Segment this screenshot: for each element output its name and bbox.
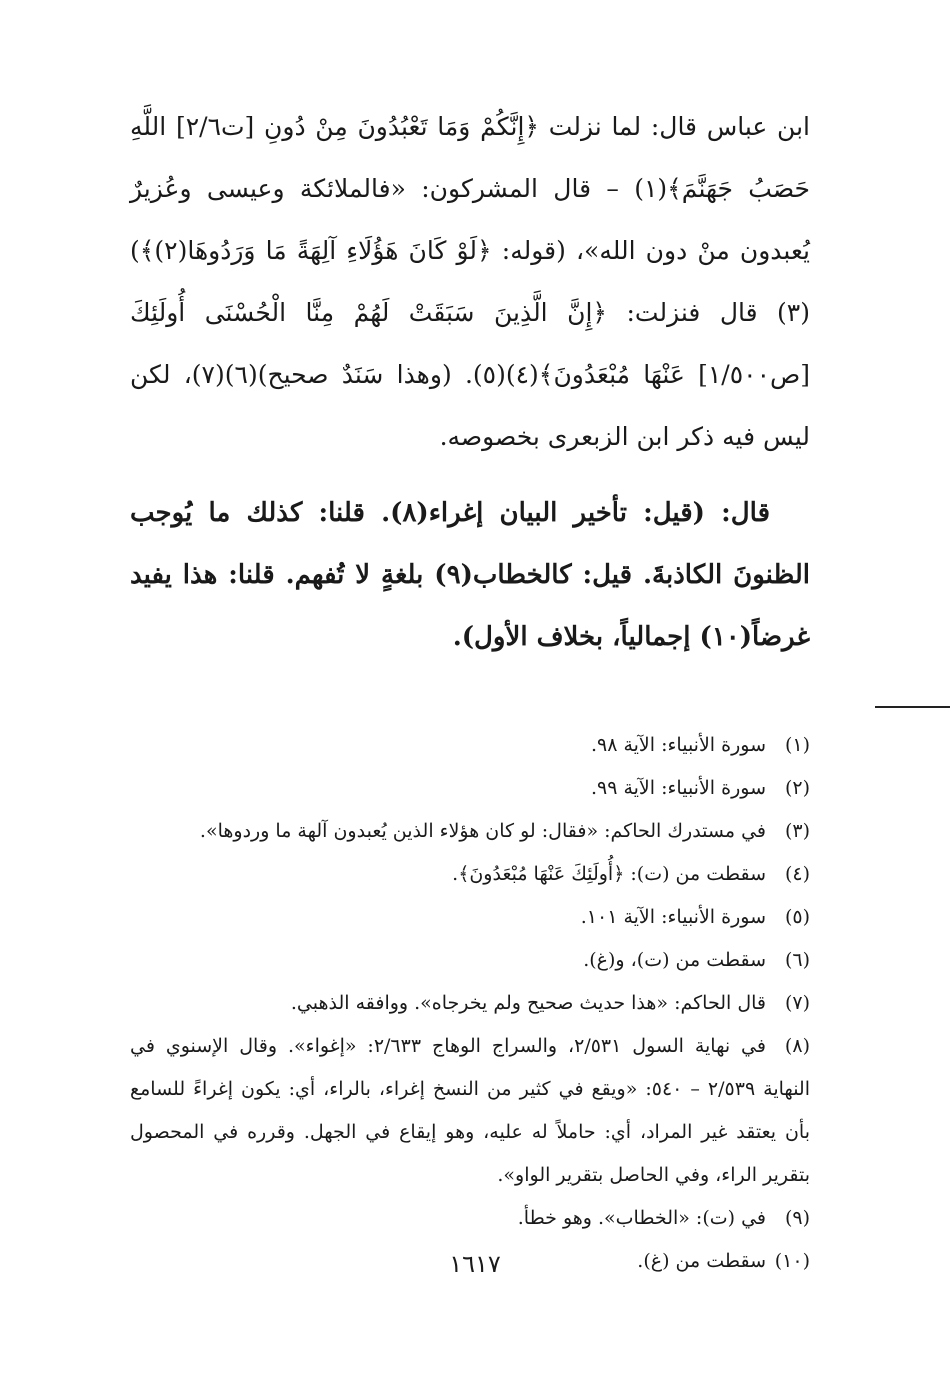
footnote-number: (٨) bbox=[784, 1035, 810, 1057]
page-number: ١٦١٧ bbox=[449, 1250, 501, 1278]
footnote-item bbox=[130, 982, 810, 1025]
page-content bbox=[130, 96, 810, 1283]
footnote-item bbox=[130, 939, 810, 982]
footnote-text: سورة الأنبياء: الآية ٩٩. bbox=[590, 777, 766, 799]
footnote-item bbox=[130, 810, 810, 853]
footnote-number: (٢) bbox=[784, 777, 810, 799]
footnote-text: قال الحاكم: «هذا حديث صحيح ولم يخرجاه». ووافقه الذهبي. bbox=[290, 992, 766, 1014]
footnote-number: (١٠) bbox=[774, 1250, 810, 1272]
footnote-text: سقطت من (ت)، و(غ). bbox=[583, 949, 766, 971]
footnotes-list bbox=[130, 724, 810, 1283]
matn-paragraph: قال: (قيل: تأخير البيان إغراء(٨). قلنا: كذلك ما يُوجب الظنونَ الكاذبةَ. قيل: كالخطاب(٩) بلغةٍ لا تُفهم. قلنا: هذا يفيد غرضاً(١٠) إجمالياً، بخلاف الأول). bbox=[130, 498, 810, 652]
footnote-text: في نهاية السول ٢/٥٣١، والسراج الوهاج ٢/٦٣٣: «إغواء». وقال الإسنوي في النهاية ٢/٥٣٩ – ٥٤٠: «ويقع في كثير من النسخ إغراء، بالراء، أي: يكون إغراءً للسامع بأن يعتقد غير المراد، أي: حاملاً له عليه، وهو إيقاع في الجهل. وقرره في المحصول بتقرير الراء، وفي الحاصل بتقرير الواو». bbox=[130, 1035, 810, 1186]
footnote-text: سقطت من (ت): ﴿أُولَئِكَ عَنْهَا مُبْعَدُونَ﴾. bbox=[452, 863, 766, 885]
footnote-number: (٧) bbox=[784, 992, 810, 1014]
footnote-item bbox=[130, 724, 810, 767]
footnote-item bbox=[130, 1025, 810, 1197]
footnote-number: (٩) bbox=[784, 1207, 810, 1229]
footnote-number: (٤) bbox=[784, 863, 810, 885]
footnote-separator bbox=[875, 706, 950, 708]
footnote-item bbox=[130, 896, 810, 939]
body-paragraph: ابن عباس قال: لما نزلت ﴿إِنَّكُمْ وَمَا تَعْبُدُونَ مِنْ دُونِ [ت٢/٦] اللَّهِ حَصَبُ جَهَنَّمَ﴾(١) – قال المشركون: «فالملائكة وعيسى وعُزيرٌ يُعبدون منْ دون الله»، (قوله: ﴿لَوْ كَانَ هَؤُلَاءِ آلِهَةً مَا وَرَدُوهَا(٢)﴾)(٣) قال فنزلت: ﴿إِنَّ الَّذِينَ سَبَقَتْ لَهُمْ مِنَّا الْحُسْنَى أُولَئِكَ [ص١/٥٠٠] عَنْهَا مُبْعَدُونَ﴾(٤)(٥). (وهذا سَنَدٌ صحيح)(٦)(٧)، لكن ليس فيه ذكر ابن الزبعرى بخصوصه. bbox=[130, 112, 810, 451]
footnote-text: في مستدرك الحاكم: «فقال: لو كان هؤلاء الذين يُعبدون آلهة ما وردوها». bbox=[199, 820, 766, 842]
footnote-number: (١) bbox=[784, 734, 810, 756]
footnote-item bbox=[130, 767, 810, 810]
footnote-text: سقطت من (غ). bbox=[637, 1250, 766, 1272]
footnote-number: (٣) bbox=[784, 820, 810, 842]
footnote-item bbox=[130, 1197, 810, 1240]
footnote-text: في (ت): «الخطاب». وهو خطأ. bbox=[517, 1207, 766, 1229]
footnote-item bbox=[130, 853, 810, 896]
footnote-text: سورة الأنبياء: الآية ٩٨. bbox=[590, 734, 766, 756]
footnote-number: (٥) bbox=[784, 906, 810, 928]
footnote-number: (٦) bbox=[784, 949, 810, 971]
footnote-text: سورة الأنبياء: الآية ١٠١. bbox=[580, 906, 766, 928]
